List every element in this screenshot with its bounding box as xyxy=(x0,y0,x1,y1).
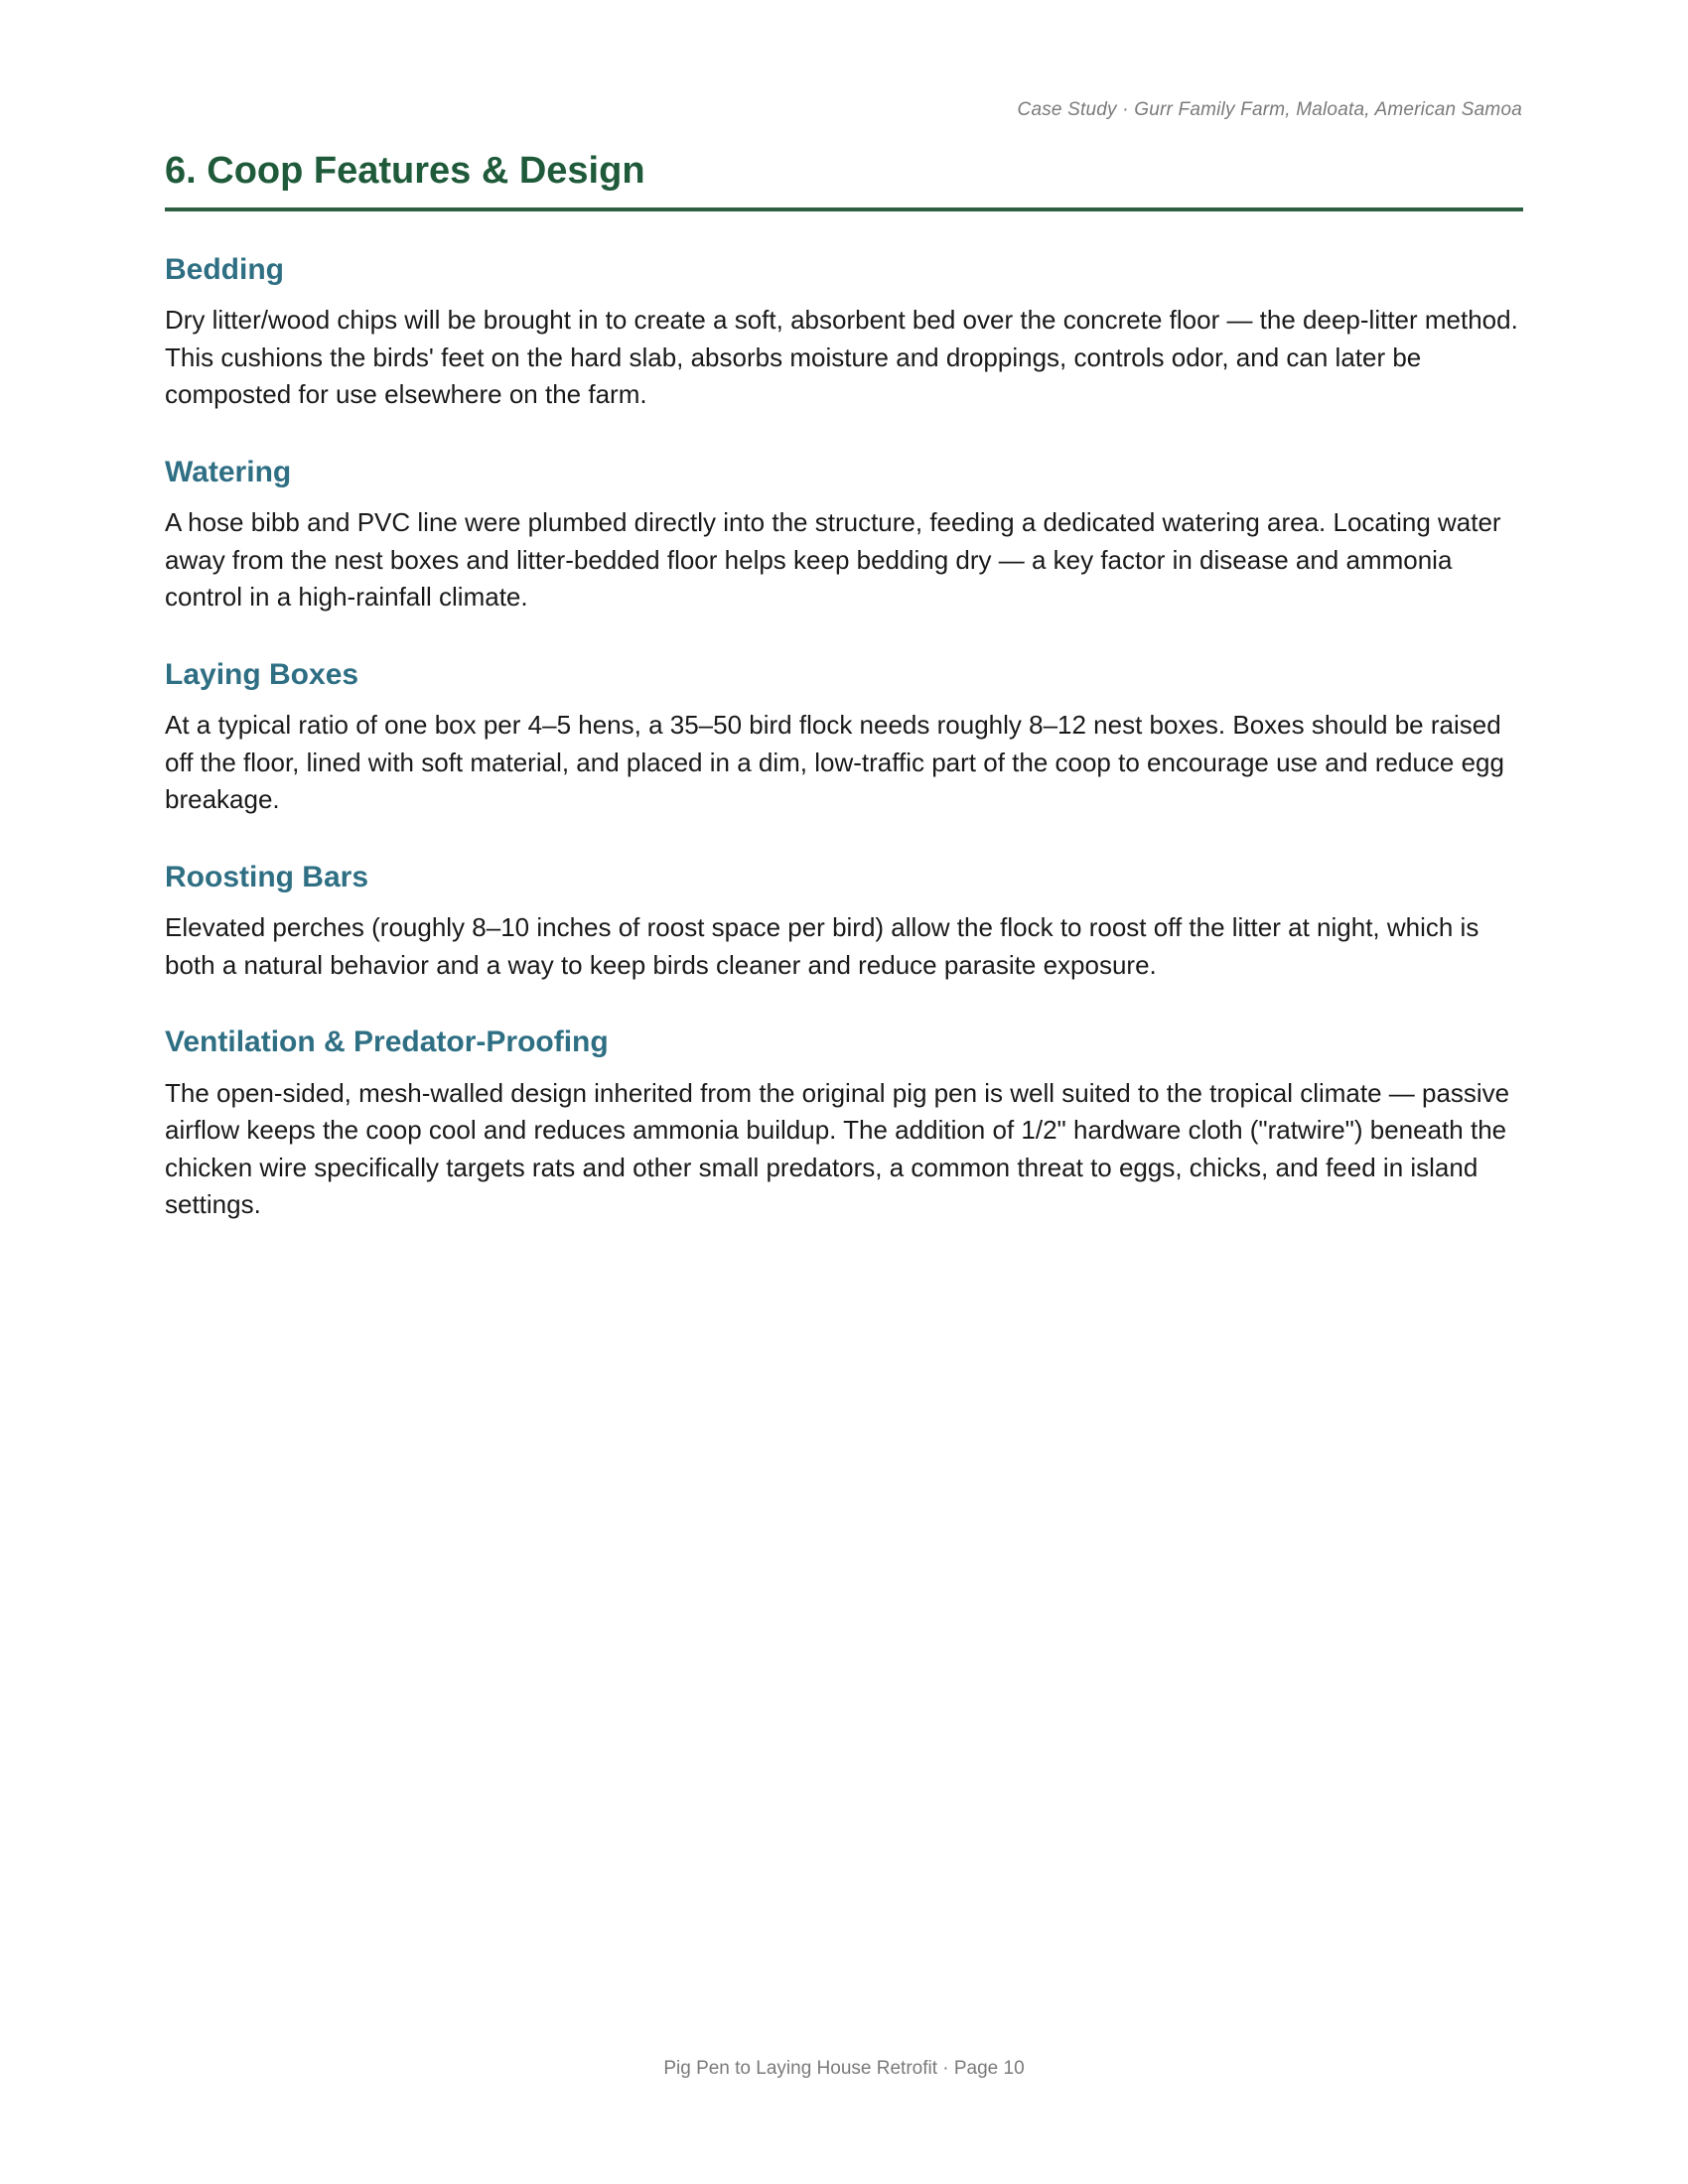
subsection-body: The open-sided, mesh-walled design inherited from the original pig pen is well suited to the tropical climate — passive airflow keeps the coop cool and reduces ammonia buildup. The addition of 1/2" hardware cloth ("ratwire") beneath the chicken wire specifically targets rats and other small predators, a common threat to eggs, chicks, and feed in island settings. xyxy=(165,1077,1510,1220)
subsection-bedding xyxy=(165,251,1523,414)
subsection-laying-boxes xyxy=(165,656,1523,819)
subsection-body: Elevated perches (roughly 8–10 inches of roost space per bird) allow the flock to roost off the litter at night, which is both a natural behavior and a way to keep birds cleaner and reduce parasite exposure. xyxy=(165,912,1479,980)
running-header: Case Study · Gurr Family Farm, Maloata, American Samoa xyxy=(1017,99,1522,120)
subsection-heading: Laying Boxes xyxy=(165,657,359,691)
subsection-heading: Bedding xyxy=(165,252,284,286)
subsection-body: At a typical ratio of one box per 4–5 hens, a 35–50 bird flock needs roughly 8–12 nest boxes. Boxes should be raised off the floor, lined with soft material, and placed in a dim, low-traffic part of the coop to encourage use and reduce egg breakage. xyxy=(165,710,1504,815)
subsection-heading: Ventilation & Predator-Proofing xyxy=(165,1025,609,1059)
subsection-ventilation xyxy=(165,1024,1523,1224)
section-title: 6. Coop Features & Design xyxy=(165,149,1523,211)
page-content xyxy=(165,149,1523,1224)
subsection-watering xyxy=(165,454,1523,616)
page-footer: Pig Pen to Laying House Retrofit · Page 10 xyxy=(663,2058,1025,2079)
subsection-roosting-bars xyxy=(165,859,1523,985)
subsection-body: A hose bibb and PVC line were plumbed directly into the structure, feeding a dedicated watering area. Locating water away from the nest boxes and litter-bedded floor helps keep bedding dry — a key factor in disease and ammonia control in a high-rainfall climate. xyxy=(165,507,1501,613)
subsection-body: Dry litter/wood chips will be brought in to create a soft, absorbent bed over the concrete floor — the deep-litter method. This cushions the birds' feet on the hard slab, absorbs moisture and droppings, controls odor, and can later be composted for use elsewhere on the farm. xyxy=(165,305,1518,410)
subsection-heading: Roosting Bars xyxy=(165,860,369,893)
subsection-heading: Watering xyxy=(165,455,292,488)
